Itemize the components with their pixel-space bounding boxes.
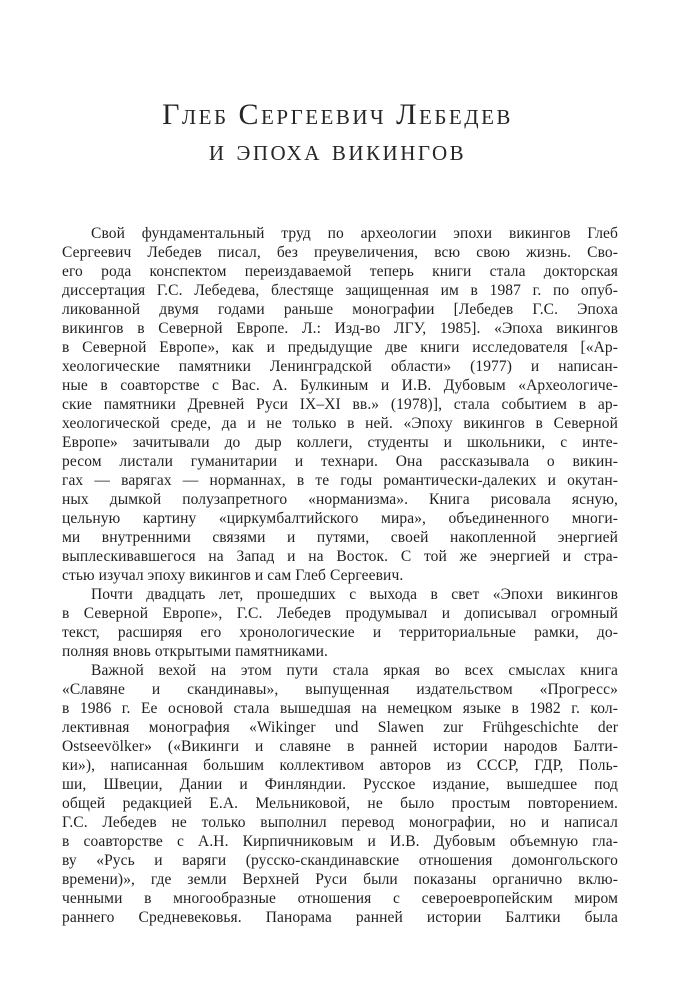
text-line: его рода конспектом переиздаваемой теперь книги стала докторская bbox=[62, 263, 618, 280]
body-text bbox=[62, 224, 618, 927]
text-line: стью изучал эпоху викингов и сам Глеб Сергеевич. bbox=[62, 567, 404, 584]
text-line: текст, расширяя его хронологические и территориальные рамки, до- bbox=[62, 624, 618, 641]
text-line: ных дымкой полузапретного «норманизма». Книга рисовала ясную, bbox=[62, 491, 618, 508]
text-line: ву «Русь и варяги (русско-скандинавские отношения домонгольского bbox=[62, 852, 618, 869]
paragraph bbox=[62, 224, 618, 585]
text-line: времени)», где земли Верхней Руси были показаны органично вклю- bbox=[62, 871, 618, 888]
chapter-title-line2: и эпоха викингов bbox=[208, 134, 467, 167]
text-line: хеологической среде, да и не только в ней. «Эпоху викингов в Северной bbox=[62, 415, 618, 432]
text-line: выплескивавшегося на Запад и на Восток. С той же энергией и стра- bbox=[62, 548, 618, 565]
text-line: «Славяне и скандинавы», выпущенная издательством «Прогресс» bbox=[62, 681, 618, 698]
text-line: в Северной Европе», Г.С. Лебедев продумывал и дописывал огромный bbox=[62, 605, 618, 622]
text-line: ши, Швеции, Дании и Финляндии. Русское издание, вышедшее под bbox=[62, 776, 618, 793]
chapter-title bbox=[0, 0, 675, 169]
chapter-title-line1: Глеб Сергеевич Лебедев bbox=[162, 98, 513, 131]
text-line: ные в соавторстве с Вас. А. Булкиным и И.В. Дубовым «Археологиче- bbox=[62, 377, 618, 394]
text-line: ские памятники Древней Руси IX–XI вв.» (1978)], стала событием в ар- bbox=[62, 396, 618, 413]
text-line: Почти двадцать лет, прошедших с выхода в свет «Эпохи викингов bbox=[91, 586, 618, 603]
paragraph bbox=[62, 661, 618, 927]
text-line: ченными в многообразные отношения с североевропейским миром bbox=[62, 890, 618, 907]
text-line: полняя вновь открытыми памятниками. bbox=[62, 643, 328, 660]
text-line: в соавторстве с А.Н. Кирпичниковым и И.В. Дубовым объемную гла- bbox=[62, 833, 618, 850]
text-line: раннего Средневековья. Панорама ранней истории Балтики была bbox=[62, 909, 618, 926]
text-line: хеологические памятники Ленинградской области» (1977) и написан- bbox=[62, 358, 618, 375]
text-line: Г.С. Лебедев не только выполнил перевод монографии, но и написал bbox=[62, 814, 618, 831]
text-line: ки»), написанная большим коллективом авторов из СССР, ГДР, Поль- bbox=[62, 757, 618, 774]
text-line: Важной вехой на этом пути стала яркая во всех смыслах книга bbox=[91, 662, 618, 679]
text-line: Свой фундаментальный труд по археологии эпохи викингов Глеб bbox=[91, 225, 618, 242]
text-line: цельную картину «циркумбалтийского мира», объединенного многи- bbox=[62, 510, 618, 527]
text-line: Ostseevölker» («Викинги и славяне в ранней истории народов Балти- bbox=[62, 738, 618, 755]
text-line: лективная монография «Wikinger und Slawen zur Frühgeschichte der bbox=[62, 719, 618, 736]
text-line: в Северной Европе», как и предыдущие две книги исследователя [«Ар- bbox=[62, 339, 618, 356]
text-line: ликованной двумя годами раньше монографии [Лебедев Г.С. Эпоха bbox=[62, 301, 618, 318]
text-line: Европе» зачитывали до дыр коллеги, студенты и школьники, с инте- bbox=[62, 434, 618, 451]
text-line: в 1986 г. Ее основой стала вышедшая на немецком языке в 1982 г. кол- bbox=[62, 700, 618, 717]
text-line: диссертация Г.С. Лебедева, блестяще защищенная им в 1987 г. по опуб- bbox=[62, 282, 618, 299]
text-line: ми внутренними связями и путями, своей накопленной энергией bbox=[62, 529, 618, 546]
text-line: ресом листали гуманитарии и технари. Она рассказывала о викин- bbox=[62, 453, 618, 470]
text-line: викингов в Северной Европе. Л.: Изд-во ЛГУ, 1985]. «Эпоха викингов bbox=[62, 320, 618, 337]
text-line: гах — варягах — норманнах, в те годы романтически-далеких и окутан- bbox=[62, 472, 618, 489]
text-line: общей редакцией Е.А. Мельниковой, не было простым повторением. bbox=[62, 795, 618, 812]
text-line: Сергеевич Лебедев писал, без преувеличения, всю свою жизнь. Сво- bbox=[62, 244, 618, 261]
paragraph bbox=[62, 585, 618, 661]
